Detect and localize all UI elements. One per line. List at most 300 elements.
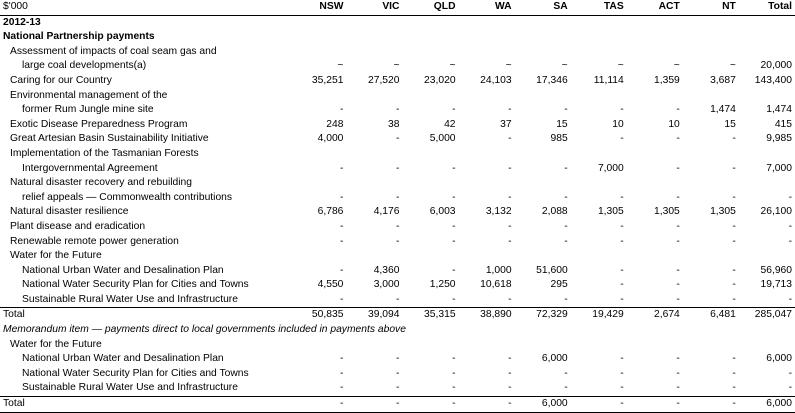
table-cell xyxy=(571,45,627,60)
row-label: National Partnership payments xyxy=(3,31,155,43)
table-cell: - xyxy=(339,382,344,394)
table-cell: 11,114 xyxy=(593,74,624,86)
table-cell: - xyxy=(676,235,680,247)
row-label: National Water Security Plan for Cities and Towns xyxy=(22,279,249,291)
table-cell: - xyxy=(396,133,400,145)
table-cell: - xyxy=(620,264,624,276)
row-label: Water for the Future xyxy=(10,338,102,350)
table-row xyxy=(0,293,795,308)
table-cell: - xyxy=(676,367,680,379)
table-cell: 38 xyxy=(388,118,400,130)
table-cell xyxy=(627,249,683,264)
table-cell: - xyxy=(402,397,458,413)
table-cell: ~ xyxy=(617,60,624,72)
table-cell: - xyxy=(396,162,400,174)
table-cell xyxy=(571,249,627,264)
table-cell: - xyxy=(508,133,512,145)
table-cell: 6,000 xyxy=(541,353,568,365)
table-row xyxy=(0,191,795,206)
table-row xyxy=(0,30,795,45)
table-cell: 15 xyxy=(724,118,736,130)
table-cell xyxy=(515,338,571,353)
table-cell xyxy=(515,15,571,30)
table-row xyxy=(0,15,795,30)
table-cell xyxy=(739,338,795,353)
row-label: Natural disaster recovery and rebuilding xyxy=(10,177,193,189)
table-cell xyxy=(402,338,458,353)
table-cell: - xyxy=(620,104,624,116)
table-cell: - xyxy=(676,162,680,174)
table-cell: 10,618 xyxy=(480,279,512,291)
table-row xyxy=(0,59,795,74)
table-cell xyxy=(346,338,402,353)
table-cell xyxy=(459,176,515,191)
table-cell: 37 xyxy=(500,118,512,130)
table-cell: 35,251 xyxy=(311,74,344,86)
table-cell: 415 xyxy=(774,118,792,130)
table-cell xyxy=(739,30,795,45)
table-cell: - xyxy=(620,279,624,291)
row-label: National Urban Water and Desalination Plan xyxy=(22,353,224,365)
table-cell: - xyxy=(346,397,402,413)
table-cell xyxy=(346,15,402,30)
table-row xyxy=(0,381,795,396)
row-label: Total xyxy=(0,308,290,323)
table-cell: - xyxy=(676,191,680,203)
table-cell: 9,985 xyxy=(766,133,792,145)
column-header: WA xyxy=(459,0,515,15)
table-cell: 3,687 xyxy=(710,74,736,86)
row-label: relief appeals — Commonwealth contributions xyxy=(22,191,233,203)
table-row xyxy=(0,103,795,118)
table-row xyxy=(0,220,795,235)
table-cell: - xyxy=(459,397,515,413)
table-cell: - xyxy=(564,220,568,232)
table-cell: - xyxy=(732,367,736,379)
table-cell: 3,132 xyxy=(485,206,512,218)
table-row xyxy=(0,45,795,60)
table-cell xyxy=(571,176,627,191)
row-label: Natural disaster resilience xyxy=(10,206,129,218)
table-cell: 56,960 xyxy=(760,264,792,276)
table-cell: - xyxy=(732,279,736,291)
table-cell: - xyxy=(732,382,736,394)
table-cell: 20,000 xyxy=(760,60,792,72)
table-cell: - xyxy=(732,293,736,305)
table-cell: - xyxy=(339,353,344,365)
table-cell: 1,305 xyxy=(710,206,736,218)
table-cell: - xyxy=(627,397,683,413)
table-cell: - xyxy=(508,104,512,116)
table-cell xyxy=(515,45,571,60)
row-label: 2012-13 xyxy=(3,16,41,28)
unit-label: $'000 xyxy=(0,0,290,15)
table-cell: - xyxy=(339,367,344,379)
table-cell: 35,315 xyxy=(402,308,458,323)
table-cell: - xyxy=(564,104,568,116)
table-cell: ~ xyxy=(393,60,400,72)
table-cell: - xyxy=(396,220,400,232)
table-cell xyxy=(571,30,627,45)
table-cell xyxy=(739,176,795,191)
table-cell: - xyxy=(452,264,456,276)
table-cell xyxy=(346,89,402,104)
table-cell: - xyxy=(620,367,624,379)
table-row xyxy=(0,118,795,133)
table-cell: 6,000 xyxy=(739,397,795,413)
table-cell: 2,088 xyxy=(541,206,568,218)
table-cell xyxy=(515,30,571,45)
row-label: National Urban Water and Desalination Plan xyxy=(22,264,224,276)
table-cell: - xyxy=(620,382,624,394)
table-cell: 17,346 xyxy=(536,74,568,86)
table-cell: - xyxy=(452,353,456,365)
table-cell: - xyxy=(571,397,627,413)
table-cell: - xyxy=(508,293,512,305)
table-cell: 2,674 xyxy=(627,308,683,323)
table-cell xyxy=(459,249,515,264)
table-cell: - xyxy=(396,367,400,379)
table-cell: - xyxy=(452,104,456,116)
table-cell: - xyxy=(508,191,512,203)
table-cell: - xyxy=(508,220,512,232)
table-cell: 19,429 xyxy=(571,308,627,323)
table-cell: 19,713 xyxy=(760,279,792,291)
table-cell xyxy=(627,338,683,353)
table-cell: - xyxy=(452,293,456,305)
table-row xyxy=(0,147,795,162)
table-cell: - xyxy=(676,220,680,232)
column-header: ACT xyxy=(627,0,683,15)
table-cell: - xyxy=(564,235,568,247)
table-cell xyxy=(683,249,739,264)
table-row xyxy=(0,162,795,177)
table-cell: ~ xyxy=(561,60,568,72)
table-cell: ~ xyxy=(673,60,680,72)
table-cell: - xyxy=(452,220,456,232)
row-label: Total xyxy=(0,397,290,413)
table-row xyxy=(0,264,795,279)
table-cell xyxy=(683,15,739,30)
table-cell: - xyxy=(788,367,792,379)
table-cell xyxy=(402,176,458,191)
table-cell: - xyxy=(676,133,680,145)
table-cell xyxy=(459,89,515,104)
table-cell: - xyxy=(508,235,512,247)
table-cell: ~ xyxy=(729,60,736,72)
table-cell: - xyxy=(788,235,792,247)
table-cell xyxy=(459,338,515,353)
table-cell: - xyxy=(676,104,680,116)
table-cell xyxy=(290,30,346,45)
table-row xyxy=(0,176,795,191)
table-cell: - xyxy=(564,382,568,394)
table-cell xyxy=(459,45,515,60)
table-cell: 6,000 xyxy=(766,353,792,365)
table-cell xyxy=(739,15,795,30)
row-label: Intergovernmental Agreement xyxy=(22,162,158,174)
table-cell xyxy=(515,89,571,104)
table-cell xyxy=(346,249,402,264)
table-cell xyxy=(627,15,683,30)
table-cell xyxy=(402,147,458,162)
table-cell: - xyxy=(620,191,624,203)
table-row xyxy=(0,367,795,382)
table-cell xyxy=(683,176,739,191)
table-cell: - xyxy=(788,220,792,232)
table-cell xyxy=(402,45,458,60)
table-cell: - xyxy=(732,220,736,232)
table-cell: - xyxy=(676,264,680,276)
table-cell: - xyxy=(452,367,456,379)
table-cell: - xyxy=(732,162,736,174)
row-label: large coal developments(a) xyxy=(22,60,147,72)
table-cell: 4,360 xyxy=(373,264,400,276)
row-label: Plant disease and eradication xyxy=(10,220,146,232)
table-cell: 3,000 xyxy=(373,279,400,291)
column-header: TAS xyxy=(571,0,627,15)
table-cell: 10 xyxy=(612,118,624,130)
table-cell: 1,000 xyxy=(485,264,512,276)
row-label: Renewable remote power generation xyxy=(10,235,179,247)
table-cell: - xyxy=(339,235,344,247)
table-cell: 10 xyxy=(668,118,680,130)
table-row xyxy=(0,235,795,250)
table-cell: 143,400 xyxy=(754,74,792,86)
table-cell: 42 xyxy=(444,118,456,130)
table-cell xyxy=(571,15,627,30)
table-cell: 15 xyxy=(556,118,568,130)
table-cell: 72,329 xyxy=(515,308,571,323)
table-cell: ~ xyxy=(337,60,344,72)
table-cell: - xyxy=(508,382,512,394)
table-row xyxy=(0,89,795,104)
header-row xyxy=(0,0,795,15)
table-cell xyxy=(739,249,795,264)
table-cell xyxy=(459,15,515,30)
table-cell xyxy=(346,30,402,45)
table-cell: 23,020 xyxy=(424,74,456,86)
table-cell: - xyxy=(732,133,736,145)
row-label: Memorandum item — payments direct to local governments included in payments above xyxy=(3,324,406,336)
row-label: Caring for our Country xyxy=(10,74,112,86)
table-cell xyxy=(290,89,346,104)
table-cell xyxy=(571,147,627,162)
table-cell: 7,000 xyxy=(766,162,792,174)
table-cell: - xyxy=(564,162,568,174)
table-cell xyxy=(683,147,739,162)
table-cell: - xyxy=(788,191,792,203)
table-cell: - xyxy=(564,367,568,379)
table-cell: - xyxy=(508,367,512,379)
table-cell: - xyxy=(339,220,344,232)
table-cell: 27,520 xyxy=(367,74,400,86)
table-cell: - xyxy=(339,162,344,174)
table-cell xyxy=(402,15,458,30)
table-cell: - xyxy=(396,104,400,116)
table-cell xyxy=(627,89,683,104)
table-cell xyxy=(402,30,458,45)
table-cell: - xyxy=(676,293,680,305)
table-cell xyxy=(290,249,346,264)
table-cell: - xyxy=(396,191,400,203)
table-cell: 1,305 xyxy=(654,206,680,218)
table-cell xyxy=(739,89,795,104)
table-cell: - xyxy=(508,162,512,174)
table-cell: 295 xyxy=(550,279,568,291)
table-cell: 4,000 xyxy=(317,133,344,145)
row-label: Great Artesian Basin Sustainability Initiative xyxy=(10,133,209,145)
table-row xyxy=(0,74,795,89)
table-cell: 24,103 xyxy=(480,74,512,86)
table-cell: - xyxy=(732,353,736,365)
row-label: Implementation of the Tasmanian Forests xyxy=(10,147,199,159)
table-cell xyxy=(402,249,458,264)
table-cell: 6,003 xyxy=(429,206,456,218)
table-cell: 285,047 xyxy=(739,308,795,323)
table-cell: - xyxy=(508,353,512,365)
table-cell: 50,835 xyxy=(290,308,346,323)
table-row xyxy=(0,205,795,220)
table-cell: 6,786 xyxy=(317,206,344,218)
table-cell: 5,000 xyxy=(429,133,456,145)
table-cell: 6,481 xyxy=(683,308,739,323)
row-label: Exotic Disease Preparedness Program xyxy=(10,118,188,130)
table-cell: - xyxy=(620,293,624,305)
table-cell: - xyxy=(452,191,456,203)
row-label: Assessment of impacts of coal seam gas and xyxy=(10,45,217,57)
table-cell xyxy=(627,45,683,60)
row-label: Water for the Future xyxy=(10,250,102,262)
table-cell xyxy=(571,89,627,104)
table-cell: - xyxy=(339,104,344,116)
table-cell: - xyxy=(396,235,400,247)
table-cell xyxy=(515,147,571,162)
table-row xyxy=(0,352,795,367)
table-cell xyxy=(290,338,346,353)
table-cell: - xyxy=(788,382,792,394)
table-cell xyxy=(627,176,683,191)
table-cell xyxy=(459,30,515,45)
column-header: QLD xyxy=(402,0,458,15)
table-cell: - xyxy=(339,191,344,203)
table-cell xyxy=(290,147,346,162)
table-cell: - xyxy=(620,220,624,232)
table-cell: 248 xyxy=(326,118,344,130)
table-cell: - xyxy=(564,191,568,203)
table-cell: 1,305 xyxy=(597,206,624,218)
table-cell: - xyxy=(676,382,680,394)
table-cell xyxy=(459,147,515,162)
column-header: VIC xyxy=(346,0,402,15)
table-cell: - xyxy=(452,382,456,394)
table-cell xyxy=(739,45,795,60)
column-header: SA xyxy=(515,0,571,15)
table-row xyxy=(0,249,795,264)
table-cell: 1,250 xyxy=(429,279,456,291)
table-cell xyxy=(571,338,627,353)
table-cell: - xyxy=(452,162,456,174)
table-cell xyxy=(290,15,346,30)
table-cell: - xyxy=(676,353,680,365)
row-label: Sustainable Rural Water Use and Infrastructure xyxy=(22,382,238,394)
table-cell: 985 xyxy=(550,133,568,145)
column-header: Total xyxy=(739,0,795,15)
table-cell: - xyxy=(396,353,400,365)
table-cell: 38,890 xyxy=(459,308,515,323)
table-cell: 39,094 xyxy=(346,308,402,323)
table-cell: - xyxy=(676,279,680,291)
table-cell xyxy=(683,30,739,45)
table-cell: 4,550 xyxy=(317,279,344,291)
row-label: Sustainable Rural Water Use and Infrastructure xyxy=(22,293,238,305)
table-cell xyxy=(627,147,683,162)
table-cell: 6,000 xyxy=(515,397,571,413)
row-label: National Water Security Plan for Cities and Towns xyxy=(22,367,249,379)
table-cell: - xyxy=(290,397,346,413)
table-cell: 7,000 xyxy=(597,162,624,174)
table-cell: ~ xyxy=(505,60,512,72)
table-cell xyxy=(683,45,739,60)
table-cell: - xyxy=(732,235,736,247)
table-row xyxy=(0,323,795,338)
table-row xyxy=(0,397,795,413)
table-cell xyxy=(683,89,739,104)
table-cell: 51,600 xyxy=(536,264,568,276)
table-cell xyxy=(515,249,571,264)
column-header: NT xyxy=(683,0,739,15)
table-cell xyxy=(290,176,346,191)
table-cell: - xyxy=(339,293,344,305)
table-cell xyxy=(515,176,571,191)
table-body xyxy=(0,15,795,412)
table-row xyxy=(0,338,795,353)
table-cell: - xyxy=(732,191,736,203)
table-cell: 4,176 xyxy=(373,206,400,218)
table-row xyxy=(0,278,795,293)
table-cell: - xyxy=(683,397,739,413)
table-cell: 1,474 xyxy=(766,104,792,116)
table-cell xyxy=(346,176,402,191)
table-cell: - xyxy=(732,264,736,276)
table-cell xyxy=(627,30,683,45)
table-cell: - xyxy=(788,293,792,305)
row-label: Environmental management of the xyxy=(10,89,168,101)
table-cell: - xyxy=(452,235,456,247)
table-cell xyxy=(346,45,402,60)
column-header: NSW xyxy=(290,0,346,15)
table-cell xyxy=(739,147,795,162)
table-cell: - xyxy=(620,353,624,365)
table-cell: 26,100 xyxy=(760,206,792,218)
table-cell: ~ xyxy=(449,60,456,72)
table-cell: - xyxy=(396,382,400,394)
table-cell xyxy=(683,338,739,353)
table-cell xyxy=(346,147,402,162)
table-cell xyxy=(290,45,346,60)
table-cell xyxy=(402,89,458,104)
table-cell: 1,474 xyxy=(710,104,736,116)
table-cell: - xyxy=(339,264,344,276)
table-cell: - xyxy=(564,293,568,305)
table-cell: - xyxy=(620,235,624,247)
row-label: former Rum Jungle mine site xyxy=(22,104,154,116)
table-row xyxy=(0,308,795,323)
table-cell: - xyxy=(396,293,400,305)
table-row xyxy=(0,132,795,147)
table-cell: - xyxy=(620,133,624,145)
table-cell: 1,359 xyxy=(654,74,680,86)
